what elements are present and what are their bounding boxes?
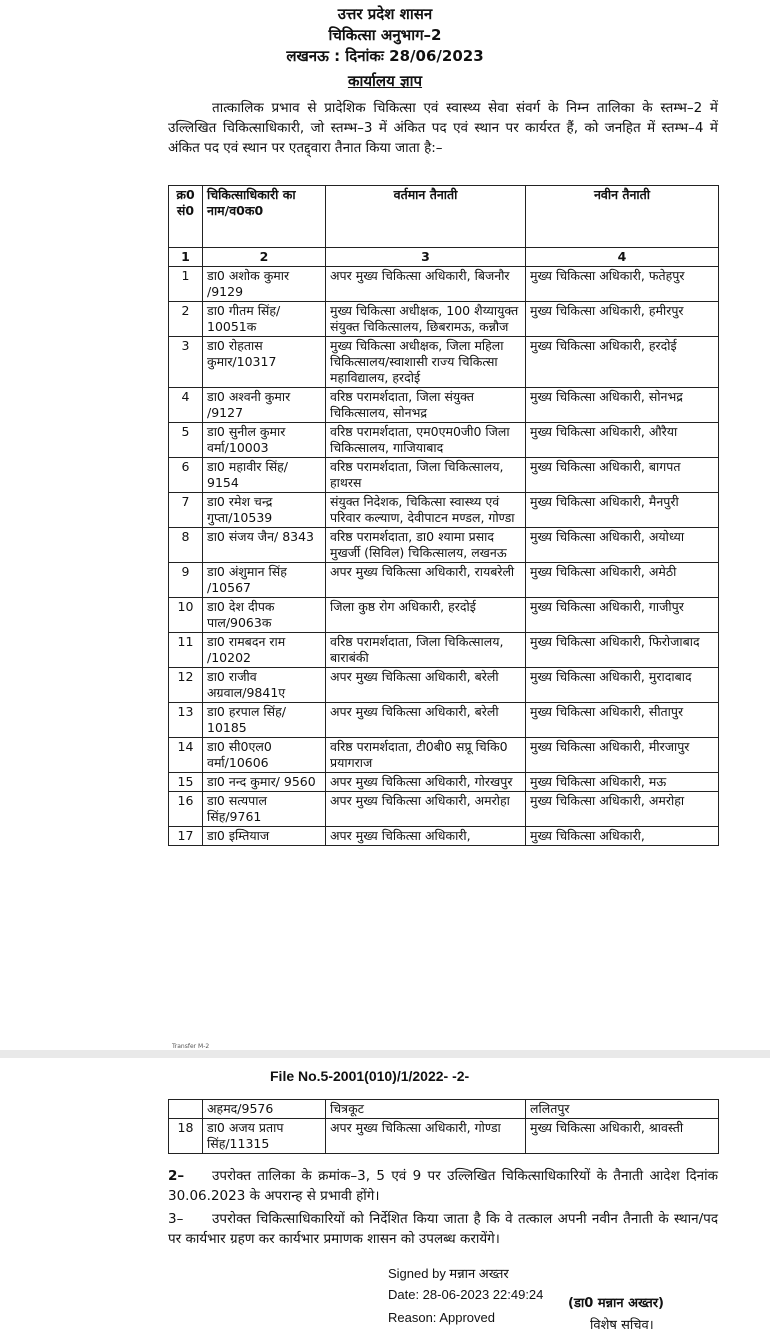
current-posting-cell: अपर मुख्य चिकित्सा अधिकारी, बरेली (326, 668, 526, 703)
header-officer-name: चिकित्साधिकारी का नाम/व0क0 (203, 186, 326, 248)
table-row (169, 1119, 719, 1154)
page-break (0, 1050, 770, 1058)
officer-name-cell: डा0 नन्द कुमार/ 9560 (203, 773, 326, 792)
current-posting-cell: जिला कुष्ठ रोग अधिकारी, हरदोई (326, 598, 526, 633)
new-posting-cell: मुख्य चिकित्सा अधिकारी, सीतापुर (526, 703, 719, 738)
new-posting-cell: मुख्य चिकित्सा अधिकारी, बागपत (526, 458, 719, 493)
officer-name-cell: डा0 अश्वनी कुमार /9127 (203, 388, 326, 423)
transfer-table-continued (168, 1099, 719, 1154)
current-posting-cell: अपर मुख्य चिकित्सा अधिकारी, रायबरेली (326, 563, 526, 598)
table-row (169, 598, 719, 633)
officer-name-cell: डा0 अशोक कुमार /9129 (203, 267, 326, 302)
new-posting-cell: मुख्य चिकित्सा अधिकारी, गाजीपुर (526, 598, 719, 633)
serial-cell: 6 (169, 458, 203, 493)
table-row (169, 267, 719, 302)
table-row (169, 668, 719, 703)
table-header-row (169, 186, 719, 248)
current-posting-cell: चित्रकूट (326, 1100, 526, 1119)
table-row (169, 738, 719, 773)
digital-signed-by: Signed by मन्नान अख्तर (388, 1266, 509, 1281)
serial-cell: 17 (169, 827, 203, 846)
paragraph-2 (168, 1166, 718, 1206)
table-row (169, 1100, 719, 1119)
signatory-name: (डा0 मन्नान अख्तर) (568, 1296, 664, 1311)
current-posting-cell: संयुक्त निदेशक, चिकित्सा स्वास्थ्य एवं परिवार कल्याण, देवीपाटन मण्डल, गोण्डा (326, 493, 526, 528)
paragraph-2-text: उपरोक्त तालिका के क्रमांक–3, 5 एवं 9 पर उल्लिखित चिकित्साधिकारियों के तैनाती आदेश दिनांक 30.06.2023 के अपरान्ह से प्रभावी होंगे। (168, 1168, 718, 1204)
table-row (169, 633, 719, 668)
officer-name-cell: डा0 सत्यपाल सिंह/9761 (203, 792, 326, 827)
office-memo-title: कार्यालय ज्ञाप (347, 72, 423, 90)
table-row (169, 703, 719, 738)
officer-name-cell: डा0 रोहतास कुमार/10317 (203, 337, 326, 388)
new-posting-cell: मुख्य चिकित्सा अधिकारी, अमेठी (526, 563, 719, 598)
serial-cell: 9 (169, 563, 203, 598)
new-posting-cell: मुख्य चिकित्सा अधिकारी, हरदोई (526, 337, 719, 388)
current-posting-cell: अपर मुख्य चिकित्सा अधिकारी, गोरखपुर (326, 773, 526, 792)
serial-cell: 8 (169, 528, 203, 563)
officer-name-cell: डा0 हरपाल सिंह/ 10185 (203, 703, 326, 738)
officer-name-cell: डा0 महावीर सिंह/ 9154 (203, 458, 326, 493)
new-posting-cell: मुख्य चिकित्सा अधिकारी, हमीरपुर (526, 302, 719, 337)
column-number-row (169, 248, 719, 267)
section-heading: चिकित्सा अनुभाग–2 (328, 26, 442, 44)
current-posting-cell: अपर मुख्य चिकित्सा अधिकारी, बरेली (326, 703, 526, 738)
transfer-table (168, 185, 719, 846)
table-row (169, 563, 719, 598)
table-row (169, 388, 719, 423)
officer-name-cell: डा0 इम्तियाज (203, 827, 326, 846)
serial-cell (169, 1100, 203, 1119)
table-row (169, 773, 719, 792)
current-posting-cell: अपर मुख्य चिकित्सा अधिकारी, गोण्डा (326, 1119, 526, 1154)
column-number: 2 (203, 248, 326, 267)
current-posting-cell: वरिष्ठ परामर्शदाता, जिला चिकित्सालय, बाराबंकी (326, 633, 526, 668)
serial-cell: 14 (169, 738, 203, 773)
table-row (169, 337, 719, 388)
digital-sign-reason: Reason: Approved (388, 1310, 495, 1325)
current-posting-cell: वरिष्ठ परामर्शदाता, डा0 श्यामा प्रसाद मुखर्जी (सिविल) चिकित्सालय, लखनऊ (326, 528, 526, 563)
new-posting-cell: मुख्य चिकित्सा अधिकारी, फिरोजाबाद (526, 633, 719, 668)
new-posting-cell: मुख्य चिकित्सा अधिकारी, (526, 827, 719, 846)
table-row (169, 792, 719, 827)
table-row (169, 827, 719, 846)
new-posting-cell: मुख्य चिकित्सा अधिकारी, मऊ (526, 773, 719, 792)
serial-cell: 12 (169, 668, 203, 703)
officer-name-cell: डा0 सुनील कुमार वर्मा/10003 (203, 423, 326, 458)
current-posting-cell: वरिष्ठ परामर्शदाता, जिला चिकित्सालय, हाथरस (326, 458, 526, 493)
serial-cell: 2 (169, 302, 203, 337)
signatory-designation: विशेष सचिव। (590, 1318, 654, 1333)
officer-name-cell: डा0 गीतम सिंह/ 10051क (203, 302, 326, 337)
file-number: File No.5-2001(010)/1/2022- -2- (270, 1068, 470, 1084)
place-date-line: लखनऊ : दिनांकः 28/06/2023 (286, 47, 484, 65)
header-new-posting: नवीन तैनाती (526, 186, 719, 248)
officer-name-cell: डा0 रमेश चन्द्र गुप्ता/10539 (203, 493, 326, 528)
officer-name-cell: डा0 सी0एल0 वर्मा/10606 (203, 738, 326, 773)
officer-name-cell: डा0 राजीव अग्रवाल/9841ए (203, 668, 326, 703)
paragraph-3-number: 3– (168, 1211, 184, 1227)
new-posting-cell: मुख्य चिकित्सा अधिकारी, श्रावस्ती (526, 1119, 719, 1154)
current-posting-cell: अपर मुख्य चिकित्सा अधिकारी, बिजनौर (326, 267, 526, 302)
officer-name-cell: डा0 रामबदन राम /10202 (203, 633, 326, 668)
serial-cell: 18 (169, 1119, 203, 1154)
serial-cell: 15 (169, 773, 203, 792)
new-posting-cell: मुख्य चिकित्सा अधिकारी, अयोध्या (526, 528, 719, 563)
officer-name-cell: अहमद/9576 (203, 1100, 326, 1119)
new-posting-cell: मुख्य चिकित्सा अधिकारी, मीरजापुर (526, 738, 719, 773)
new-posting-cell: मुख्य चिकित्सा अधिकारी, सोनभद्र (526, 388, 719, 423)
header-current-posting: वर्तमान तैनाती (326, 186, 526, 248)
current-posting-cell: अपर मुख्य चिकित्सा अधिकारी, अमरोहा (326, 792, 526, 827)
serial-cell: 13 (169, 703, 203, 738)
table-row (169, 302, 719, 337)
current-posting-cell: वरिष्ठ परामर्शदाता, जिला संयुक्त चिकित्सालय, सोनभद्र (326, 388, 526, 423)
serial-cell: 4 (169, 388, 203, 423)
serial-cell: 11 (169, 633, 203, 668)
serial-cell: 10 (169, 598, 203, 633)
paragraph-3-text: उपरोक्त चिकित्साधिकारियों को निर्देशित किया जाता है कि वे तत्काल अपनी नवीन तैनाती के स्थान/पद पर कार्यभार ग्रहण कर कार्यभार प्रमाणक शासन को उपलब्ध करायेंगे। (168, 1211, 718, 1247)
serial-cell: 5 (169, 423, 203, 458)
table-row (169, 423, 719, 458)
current-posting-cell: मुख्य चिकित्सा अधीक्षक, जिला महिला चिकित्सालय/स्वाशासी राज्य चिकित्सा महाविद्यालय, हरदोई (326, 337, 526, 388)
table-row (169, 528, 719, 563)
new-posting-cell: मुख्य चिकित्सा अधिकारी, औरैया (526, 423, 719, 458)
digital-sign-date: Date: 28-06-2023 22:49:24 (388, 1287, 544, 1302)
new-posting-cell: ललितपुर (526, 1100, 719, 1119)
paragraph-2-number: 2– (168, 1168, 185, 1184)
table-row (169, 458, 719, 493)
column-number: 3 (326, 248, 526, 267)
govt-heading: उत्तर प्रदेश शासन (337, 5, 433, 23)
new-posting-cell: मुख्य चिकित्सा अधिकारी, मुरादाबाद (526, 668, 719, 703)
current-posting-cell: मुख्य चिकित्सा अधीक्षक, 100 शैय्यायुक्त संयुक्त चिकित्सालय, छिबरामऊ, कन्नौज (326, 302, 526, 337)
table-row (169, 493, 719, 528)
intro-paragraph: तात्कालिक प्रभाव से प्रादेशिक चिकित्सा एवं स्वास्थ्य सेवा संवर्ग के निम्न तालिका के स्तम्भ–2 में उल्लिखित चिकित्साधिकारी, जो स्तम्भ–3 में अंकित पद एवं स्थान पर कार्यरत हैं, को जनहित में स्तम्भ–4 में अंकित पद एवं स्थान पर एतद्द्वारा तैनात किया जाता है:– (168, 100, 718, 156)
serial-cell: 3 (169, 337, 203, 388)
paragraph-3 (168, 1209, 718, 1249)
officer-name-cell: डा0 संजय जैन/ 8343 (203, 528, 326, 563)
column-number: 1 (169, 248, 203, 267)
transfer-footer-note: Transfer M-2 (172, 1043, 210, 1050)
header-serial: क्र0 सं0 (169, 186, 203, 248)
current-posting-cell: वरिष्ठ परामर्शदाता, एम0एम0जी0 जिला चिकित्सालय, गाजियाबाद (326, 423, 526, 458)
column-number: 4 (526, 248, 719, 267)
new-posting-cell: मुख्य चिकित्सा अधिकारी, मैनपुरी (526, 493, 719, 528)
serial-cell: 16 (169, 792, 203, 827)
officer-name-cell: डा0 देश दीपक पाल/9063क (203, 598, 326, 633)
current-posting-cell: वरिष्ठ परामर्शदाता, टी0बी0 सप्रू चिकि0 प्रयागराज (326, 738, 526, 773)
serial-cell: 1 (169, 267, 203, 302)
current-posting-cell: अपर मुख्य चिकित्सा अधिकारी, (326, 827, 526, 846)
serial-cell: 7 (169, 493, 203, 528)
new-posting-cell: मुख्य चिकित्सा अधिकारी, फतेहपुर (526, 267, 719, 302)
officer-name-cell: डा0 अजय प्रताप सिंह/11315 (203, 1119, 326, 1154)
officer-name-cell: डा0 अंशुमान सिंह /10567 (203, 563, 326, 598)
new-posting-cell: मुख्य चिकित्सा अधिकारी, अमरोहा (526, 792, 719, 827)
